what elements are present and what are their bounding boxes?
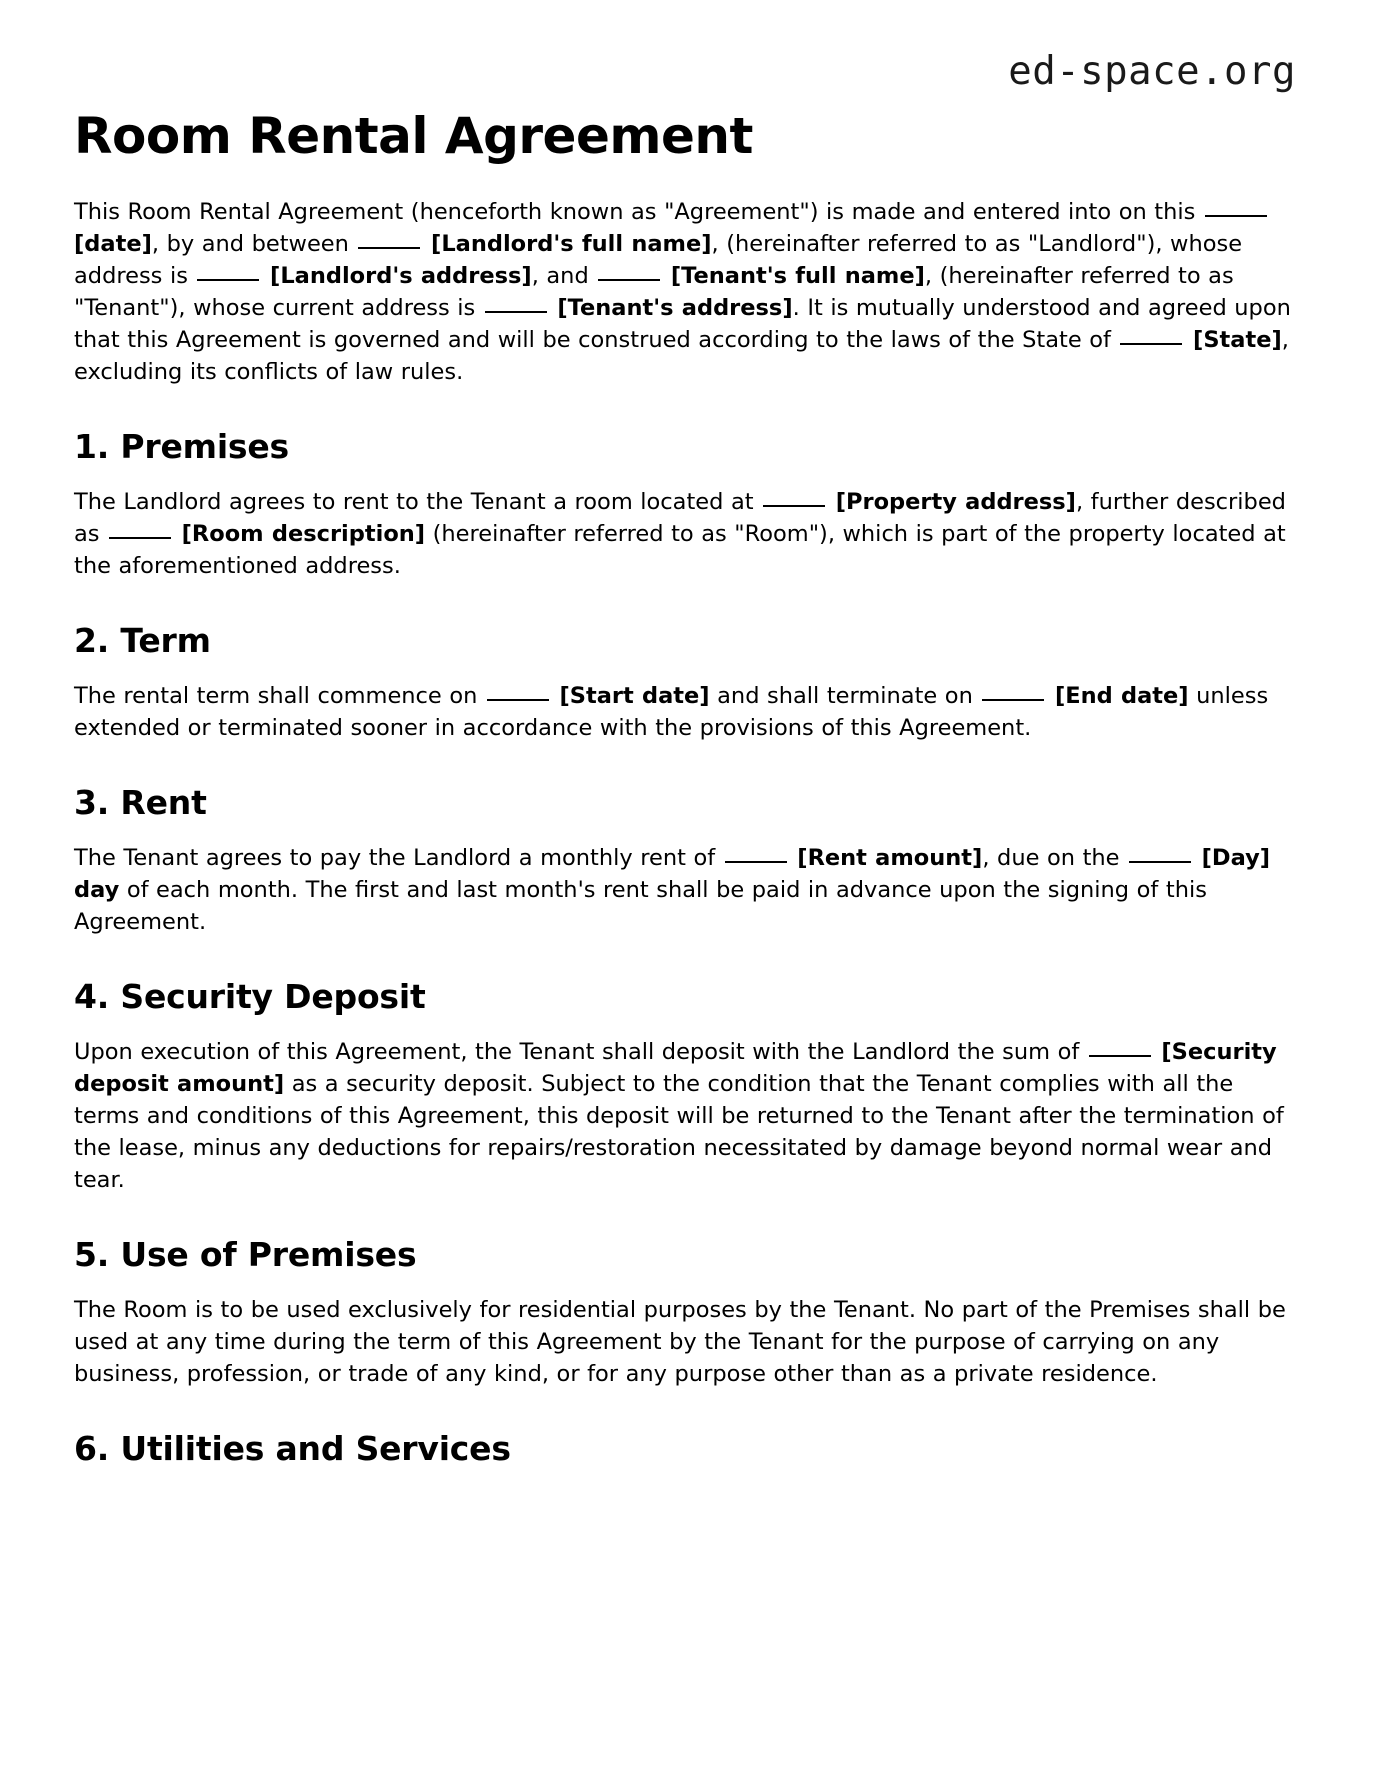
fill-blank[interactable] xyxy=(109,521,171,539)
fill-blank[interactable] xyxy=(1089,1039,1151,1057)
fill-blank[interactable] xyxy=(1205,199,1267,217)
term-text-1: The rental term shall commence on xyxy=(74,683,478,710)
fill-blank[interactable] xyxy=(1129,845,1191,863)
section-paragraph-term xyxy=(74,681,1300,745)
intro-text-7: , excluding its conflicts of law rules. xyxy=(74,326,1289,385)
deposit-text-2: as a security deposit. Subject to the condition that the Tenant complies with all the terms and conditions of this Agreement, this deposit will be returned to the Tenant after the termination of the lease, minus any deductions for repairs/restoration necessitated by damage beyond normal wear and tear. xyxy=(74,1071,1284,1194)
field-rent-amount: [Rent amount] xyxy=(797,845,983,872)
section-heading-term: 2. Term xyxy=(74,620,211,660)
page-title: Room Rental Agreement xyxy=(74,107,753,165)
field-state: [State] xyxy=(1193,326,1282,353)
term-text-2: and shall terminate on xyxy=(709,683,973,710)
rent-text-2: , due on the xyxy=(982,845,1120,872)
fill-blank[interactable] xyxy=(982,683,1044,701)
field-security-deposit-amount: [Security deposit amount] xyxy=(74,1039,1277,1098)
section-paragraph-use-of-premises: The Room is to be used exclusively for residential purposes by the Tenant. No part of the Premises shall be used at any time during the term of this Agreement by the Tenant for the purpose of carrying on any business, profession, or trade of any kind, or for any purpose other than as a private residence. xyxy=(74,1297,1286,1388)
section-heading-rent: 3. Rent xyxy=(74,782,207,822)
fill-blank[interactable] xyxy=(725,845,787,863)
section-heading-utilities-and-services: 6. Utilities and Services xyxy=(74,1429,511,1469)
field-date: [date] xyxy=(74,230,152,257)
fill-blank[interactable] xyxy=(487,683,549,701)
premises-text-3: (hereinafter referred to as "Room"), which is part of the property located at the aforementioned address. xyxy=(74,520,1286,579)
field-landlord-address: [Landlord's address] xyxy=(270,262,532,289)
premises-text-1: The Landlord agrees to rent to the Tenant a room located at xyxy=(74,488,754,515)
section-heading-security-deposit: 4. Security Deposit xyxy=(74,977,426,1017)
intro-text-3: , (hereinafter referred to as "Landlord"), whose address is xyxy=(74,230,1243,289)
section-heading-premises: 1. Premises xyxy=(74,426,289,466)
intro-text-5: , (hereinafter referred to as "Tenant"), whose current address is xyxy=(74,262,1234,321)
intro-text-2: , by and between xyxy=(151,230,349,257)
page-bottom-spacer xyxy=(74,1489,1300,1529)
field-tenant-address: [Tenant's address] xyxy=(557,294,793,321)
deposit-text-1: Upon execution of this Agreement, the Tenant shall deposit with the Landlord the sum of xyxy=(74,1039,1080,1066)
field-property-address: [Property address] xyxy=(835,488,1076,515)
rent-text-1: The Tenant agrees to pay the Landlord a monthly rent of xyxy=(74,845,716,872)
intro-paragraph xyxy=(74,197,1300,389)
fill-blank[interactable] xyxy=(485,295,547,313)
fill-blank[interactable] xyxy=(358,231,420,249)
section-heading-use-of-premises: 5. Use of Premises xyxy=(74,1235,417,1274)
field-end-date: [End date] xyxy=(1054,683,1189,710)
term-text-3: unless extended or terminated sooner in accordance with the provisions of this Agreement. xyxy=(74,683,1269,741)
fill-blank[interactable] xyxy=(197,263,259,281)
rent-text-3: of each month. The first and last month's rent shall be paid in advance upon the signing of this Agreement. xyxy=(74,877,1207,936)
site-brand: ed-space.org xyxy=(1008,49,1296,94)
section-paragraph-security-deposit xyxy=(74,1037,1300,1197)
section-paragraph-premises xyxy=(74,487,1300,583)
fill-blank[interactable] xyxy=(598,263,660,281)
field-tenant-name: [Tenant's full name] xyxy=(670,262,925,289)
fill-blank[interactable] xyxy=(1120,327,1182,345)
field-start-date: [Start date] xyxy=(559,683,710,710)
premises-text-2: , further described as xyxy=(74,488,1286,547)
field-rent-day: [Day] day xyxy=(74,845,1271,904)
fill-blank[interactable] xyxy=(763,489,825,507)
field-landlord-name: [Landlord's full name] xyxy=(431,230,712,257)
intro-text-4: , and xyxy=(531,262,589,289)
intro-text-1: This Room Rental Agreement (henceforth known as "Agreement") is made and entered into on this xyxy=(74,199,1196,225)
field-room-description: [Room description] xyxy=(181,520,426,547)
section-paragraph-rent xyxy=(74,843,1300,939)
intro-text-6: . It is mutually understood and agreed upon that this Agreement is governed and will be construed according to the laws of the State of xyxy=(74,294,1291,353)
